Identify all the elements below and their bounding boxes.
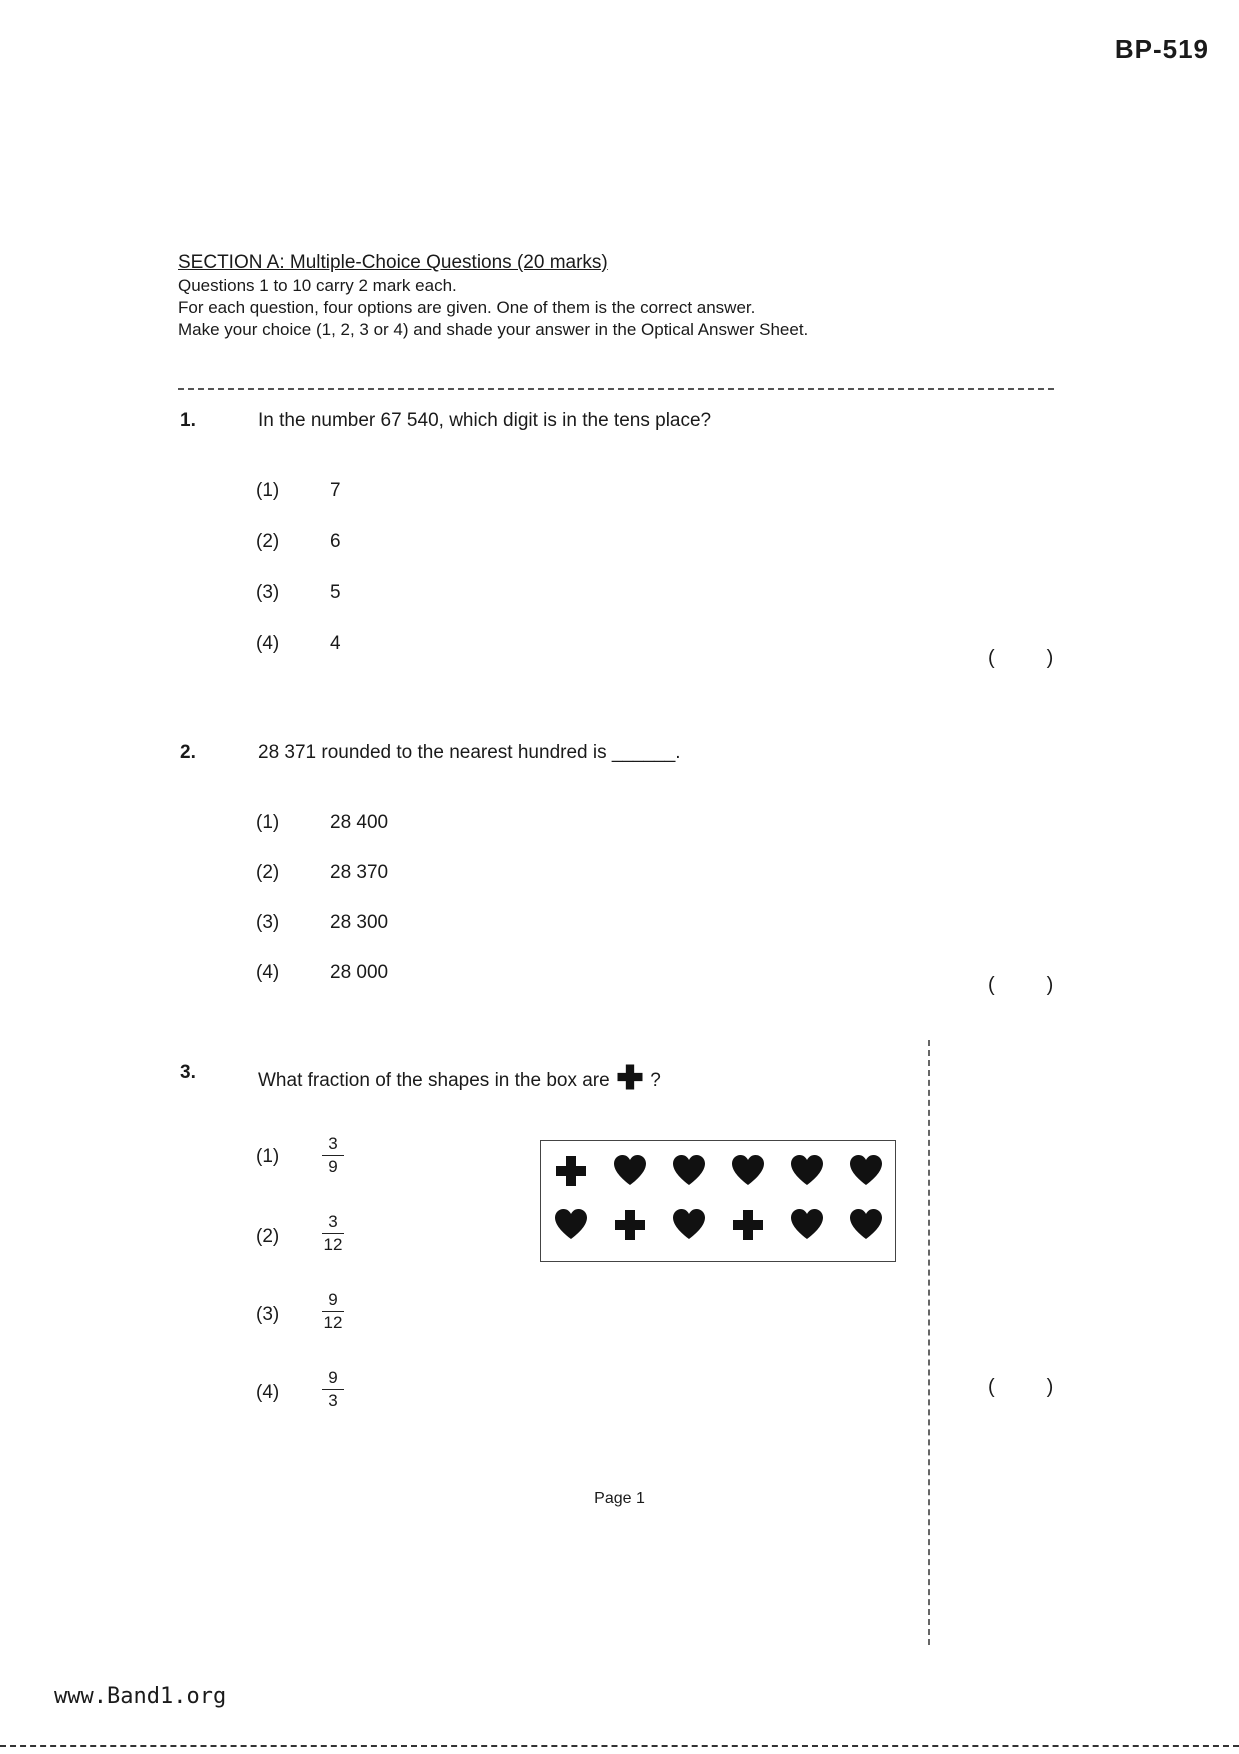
heart-icon <box>553 1207 589 1243</box>
bottom-divider <box>0 1745 1239 1747</box>
section-divider <box>178 388 1054 390</box>
heart-icon <box>612 1153 648 1189</box>
paper-code: BP-519 <box>1114 34 1209 64</box>
q2-bracket-close: ) <box>1046 974 1106 996</box>
q2-option-2-value: 28 370 <box>330 862 389 883</box>
q3-option-3-denominator: 12 <box>323 1313 343 1332</box>
heart-icon <box>671 1153 707 1189</box>
shape-box <box>540 1140 896 1262</box>
q2-option-4-value: 28 000 <box>330 962 389 983</box>
q3-option-4-label: (4) <box>256 1382 280 1403</box>
heart-icon <box>671 1207 707 1243</box>
q1-option-4-value: 4 <box>330 633 341 654</box>
q1-option-1-label: (1) <box>256 480 280 501</box>
q2-option-1-label: (1) <box>256 812 280 833</box>
q2-option-2-label: (2) <box>256 862 280 883</box>
q3-option-3-fraction <box>322 1290 344 1333</box>
margin-dashed-line <box>928 1040 930 1645</box>
q3-bracket-close: ) <box>1046 1376 1106 1398</box>
q1-bracket-open: ( <box>988 647 1047 669</box>
question-3-number: 3. <box>180 1062 196 1083</box>
q3-option-1-denominator: 9 <box>328 1157 338 1176</box>
q3-option-2-numerator: 3 <box>328 1212 338 1231</box>
q1-option-3-label: (3) <box>256 582 280 603</box>
q2-option-3-value: 28 300 <box>330 912 389 933</box>
shape-row-2 <box>541 1207 895 1243</box>
q1-option-1-value: 7 <box>330 480 341 501</box>
q3-option-4-fraction <box>322 1368 344 1411</box>
q3-option-1-numerator: 3 <box>328 1134 338 1153</box>
q3-bracket-open: ( <box>988 1376 1047 1398</box>
heart-icon <box>848 1207 884 1243</box>
q3-option-2-label: (2) <box>256 1226 280 1247</box>
q1-option-3-value: 5 <box>330 582 341 603</box>
question-2-text: 28 371 rounded to the nearest hundred is ______. <box>258 742 681 763</box>
question-1-number: 1. <box>180 410 196 431</box>
q2-answer-bracket[interactable] <box>988 974 1105 997</box>
q3-option-1-fraction <box>322 1134 344 1177</box>
question-2-number: 2. <box>180 742 196 763</box>
heart-icon <box>789 1153 825 1189</box>
shape-row-1 <box>541 1153 895 1189</box>
question-3-text <box>258 1062 661 1098</box>
q1-option-2-label: (2) <box>256 531 280 552</box>
question-3-text-after: ? <box>650 1070 661 1091</box>
watermark: www.Band1.org <box>54 1684 227 1709</box>
q3-option-3-numerator: 9 <box>328 1290 338 1309</box>
q3-answer-bracket[interactable] <box>988 1376 1105 1399</box>
cross-shape-icon <box>615 1062 645 1098</box>
q3-option-4-denominator: 3 <box>328 1391 338 1410</box>
section-title: SECTION A: Multiple-Choice Questions (20 marks) <box>178 252 608 273</box>
heart-icon <box>848 1153 884 1189</box>
question-3-text-before: What fraction of the shapes in the box are <box>258 1070 610 1091</box>
cross-icon <box>612 1207 648 1243</box>
q3-option-2-fraction <box>322 1212 344 1255</box>
q1-option-4-label: (4) <box>256 633 280 654</box>
cross-icon <box>553 1153 589 1189</box>
cross-icon <box>730 1207 766 1243</box>
instruction-line-3: Make your choice (1, 2, 3 or 4) and shade your answer in the Optical Answer Sheet. <box>178 320 809 339</box>
q3-option-4-numerator: 9 <box>328 1368 338 1387</box>
q2-option-3-label: (3) <box>256 912 280 933</box>
instruction-line-1: Questions 1 to 10 carry 2 mark each. <box>178 276 457 295</box>
q2-option-4-label: (4) <box>256 962 280 983</box>
instruction-line-2: For each question, four options are given. One of them is the correct answer. <box>178 298 756 317</box>
heart-icon <box>789 1207 825 1243</box>
q1-answer-bracket[interactable] <box>988 647 1105 670</box>
q1-option-2-value: 6 <box>330 531 341 552</box>
question-1-text: In the number 67 540, which digit is in the tens place? <box>258 410 712 431</box>
q3-option-2-denominator: 12 <box>323 1235 343 1254</box>
page-number: Page 1 <box>594 1490 645 1507</box>
q2-option-1-value: 28 400 <box>330 812 389 833</box>
q2-bracket-open: ( <box>988 974 1047 996</box>
q3-option-1-label: (1) <box>256 1146 280 1167</box>
q1-bracket-close: ) <box>1046 647 1106 669</box>
q3-option-3-label: (3) <box>256 1304 280 1325</box>
heart-icon <box>730 1153 766 1189</box>
